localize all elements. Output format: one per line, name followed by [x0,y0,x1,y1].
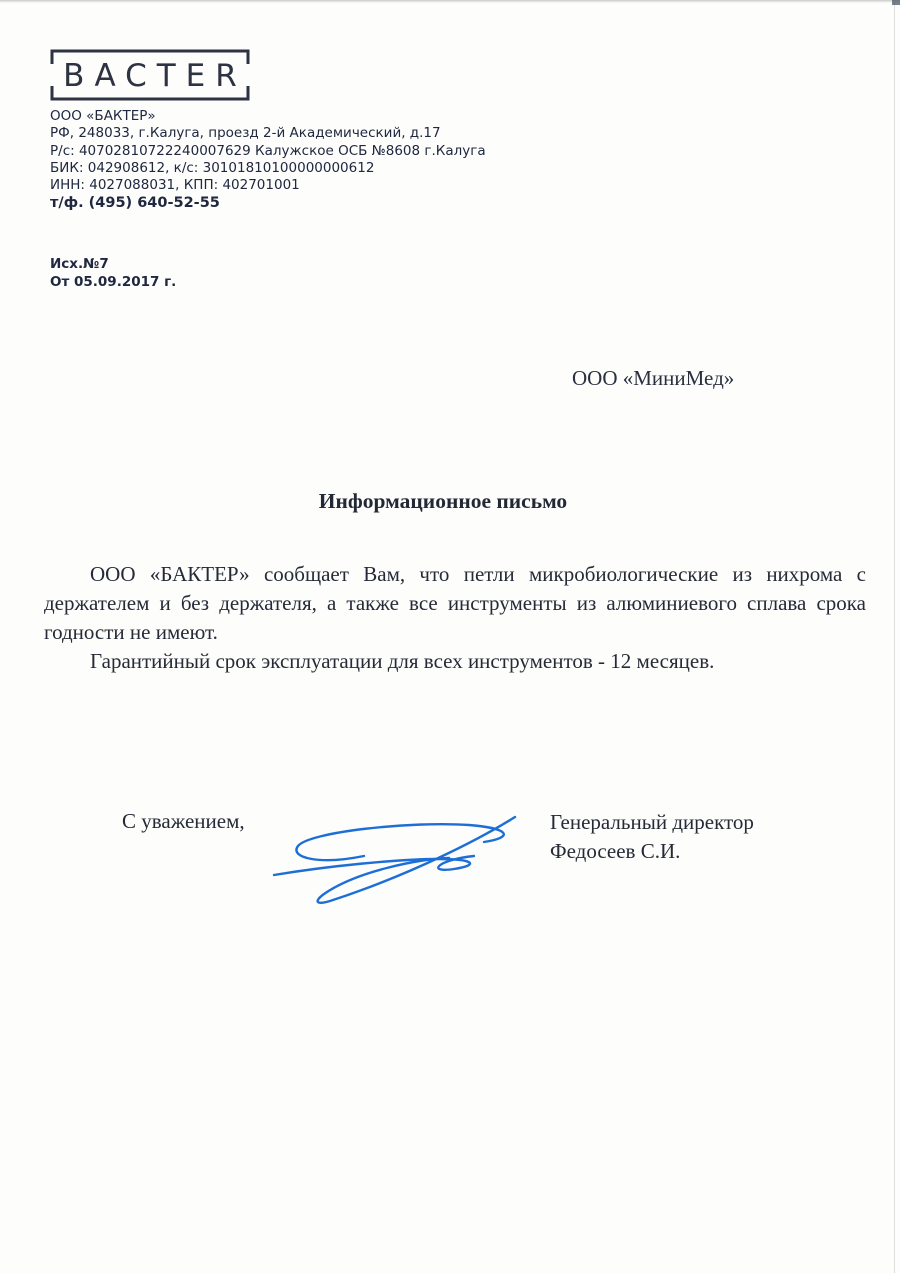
director-name: Федосеев С.И. [550,839,681,863]
requisite-line-company: ООО «БАКТЕР» [50,108,156,124]
outgoing-number: Исх.№7 [50,256,109,272]
signoff-block [550,808,754,866]
requisite-line-address: РФ, 248033, г.Калуга, проезд 2-й Академический, д.17 [50,125,441,142]
reference-block [50,255,176,291]
letter-body [44,560,866,676]
requisite-line-account: Р/с: 40702810722240007629 Калужское ОСБ №8608 г.Калуга [50,142,486,159]
letter-date: От 05.09.2017 г. [50,274,177,290]
recipient: ООО «МиниМед» [572,366,735,390]
requisite-line-inn: ИНН: 4027088031, КПП: 402701001 [50,177,300,194]
body-paragraph-2: Гарантийный срок эксплуатации для всех инструментов - 12 месяцев. [90,649,715,673]
handwritten-signature [268,812,526,918]
body-paragraph-1: ООО «БАКТЕР» сообщает Вам, что петли микробиологические из нихрома с держателем и без держателя, а также все инструменты из алюминиевого сплава срока годности не имеют. [44,562,866,644]
company-logo [50,49,250,101]
closing-salutation: С уважением, [122,809,245,833]
logo-text: BACTER [63,58,247,94]
letter-title: Информационное письмо [318,489,568,513]
scan-edge-artifact-top [0,0,900,3]
requisite-line-bik: БИК: 042908612, к/с: 30101810100000000612 [50,159,375,176]
director-title: Генеральный директор [550,810,754,834]
requisite-line-phone: т/ф. (495) 640-52-55 [50,195,220,212]
scan-edge-artifact-right [894,0,895,1273]
scan-speck [892,0,900,5]
company-requisites [50,108,486,213]
